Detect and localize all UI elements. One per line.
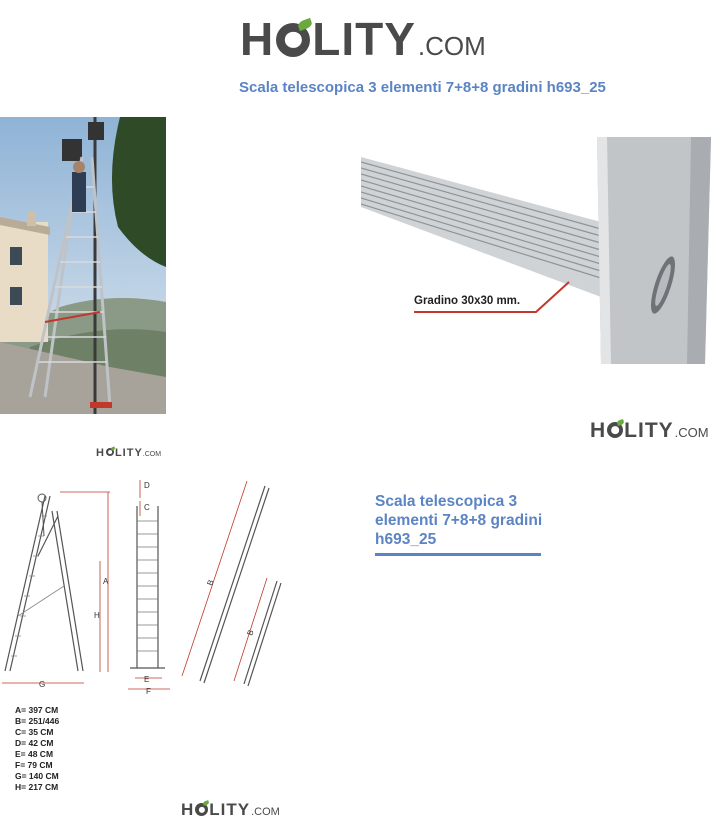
dim-label-a: A	[103, 577, 109, 586]
logo-com: .COM	[251, 806, 280, 818]
dimension-g: G= 140 CM	[15, 771, 59, 781]
dim-label-d: D	[144, 481, 150, 490]
logo-letter-h: H	[240, 13, 275, 65]
dimension-list	[15, 705, 59, 793]
logo-o-icon	[276, 23, 310, 57]
logo-com: .COM	[674, 425, 709, 440]
page-title: Scala telescopica 3 elementi 7+8+8 gradini h693_25	[239, 79, 606, 96]
dimension-b: B= 251/446	[15, 716, 60, 726]
logo-o-icon	[195, 803, 208, 816]
ladder-dimension-diagram	[0, 476, 290, 698]
step-detail-image	[361, 137, 711, 364]
logo-letter-h: H	[590, 419, 607, 442]
logo-letter-h: H	[96, 447, 105, 459]
holity-logo[interactable]	[240, 14, 486, 64]
logo-letters-lity: LITY	[312, 13, 416, 65]
product-title: Scala telescopica 3 elementi 7+8+8 gradini h693_25	[375, 493, 543, 548]
logo-o-icon	[106, 448, 114, 456]
step-size-label: Gradino 30x30 mm.	[414, 295, 521, 307]
dim-label-h: H	[94, 611, 100, 620]
dim-label-f: F	[146, 687, 151, 696]
logo-o-icon	[607, 422, 623, 438]
logo-letters-lity: LITY	[209, 800, 251, 819]
dim-label-b1: B	[205, 578, 216, 587]
dimension-a: A= 397 CM	[15, 705, 59, 715]
product-photo	[0, 117, 166, 414]
dimension-c: C= 35 CM	[15, 727, 54, 737]
dimension-h: H= 217 CM	[15, 782, 59, 792]
holity-logo-small[interactable]	[590, 419, 709, 443]
logo-letters-lity: LITY	[624, 419, 674, 442]
title-underline	[375, 553, 541, 556]
dim-label-e: E	[144, 675, 150, 684]
logo-letters-lity: LITY	[114, 447, 143, 459]
logo-com: .COM	[417, 31, 486, 61]
holity-logo-footer[interactable]	[181, 800, 280, 820]
dim-label-c: C	[144, 503, 150, 512]
logo-com: .COM	[142, 451, 162, 458]
dimension-d: D= 42 CM	[15, 738, 54, 748]
logo-letter-h: H	[181, 800, 195, 819]
dimension-f: F= 79 CM	[15, 760, 53, 770]
dim-label-g: G	[39, 680, 46, 689]
dimension-e: E= 48 CM	[15, 749, 54, 759]
holity-logo-tiny[interactable]	[96, 447, 161, 460]
dim-label-b2: B	[245, 628, 256, 637]
